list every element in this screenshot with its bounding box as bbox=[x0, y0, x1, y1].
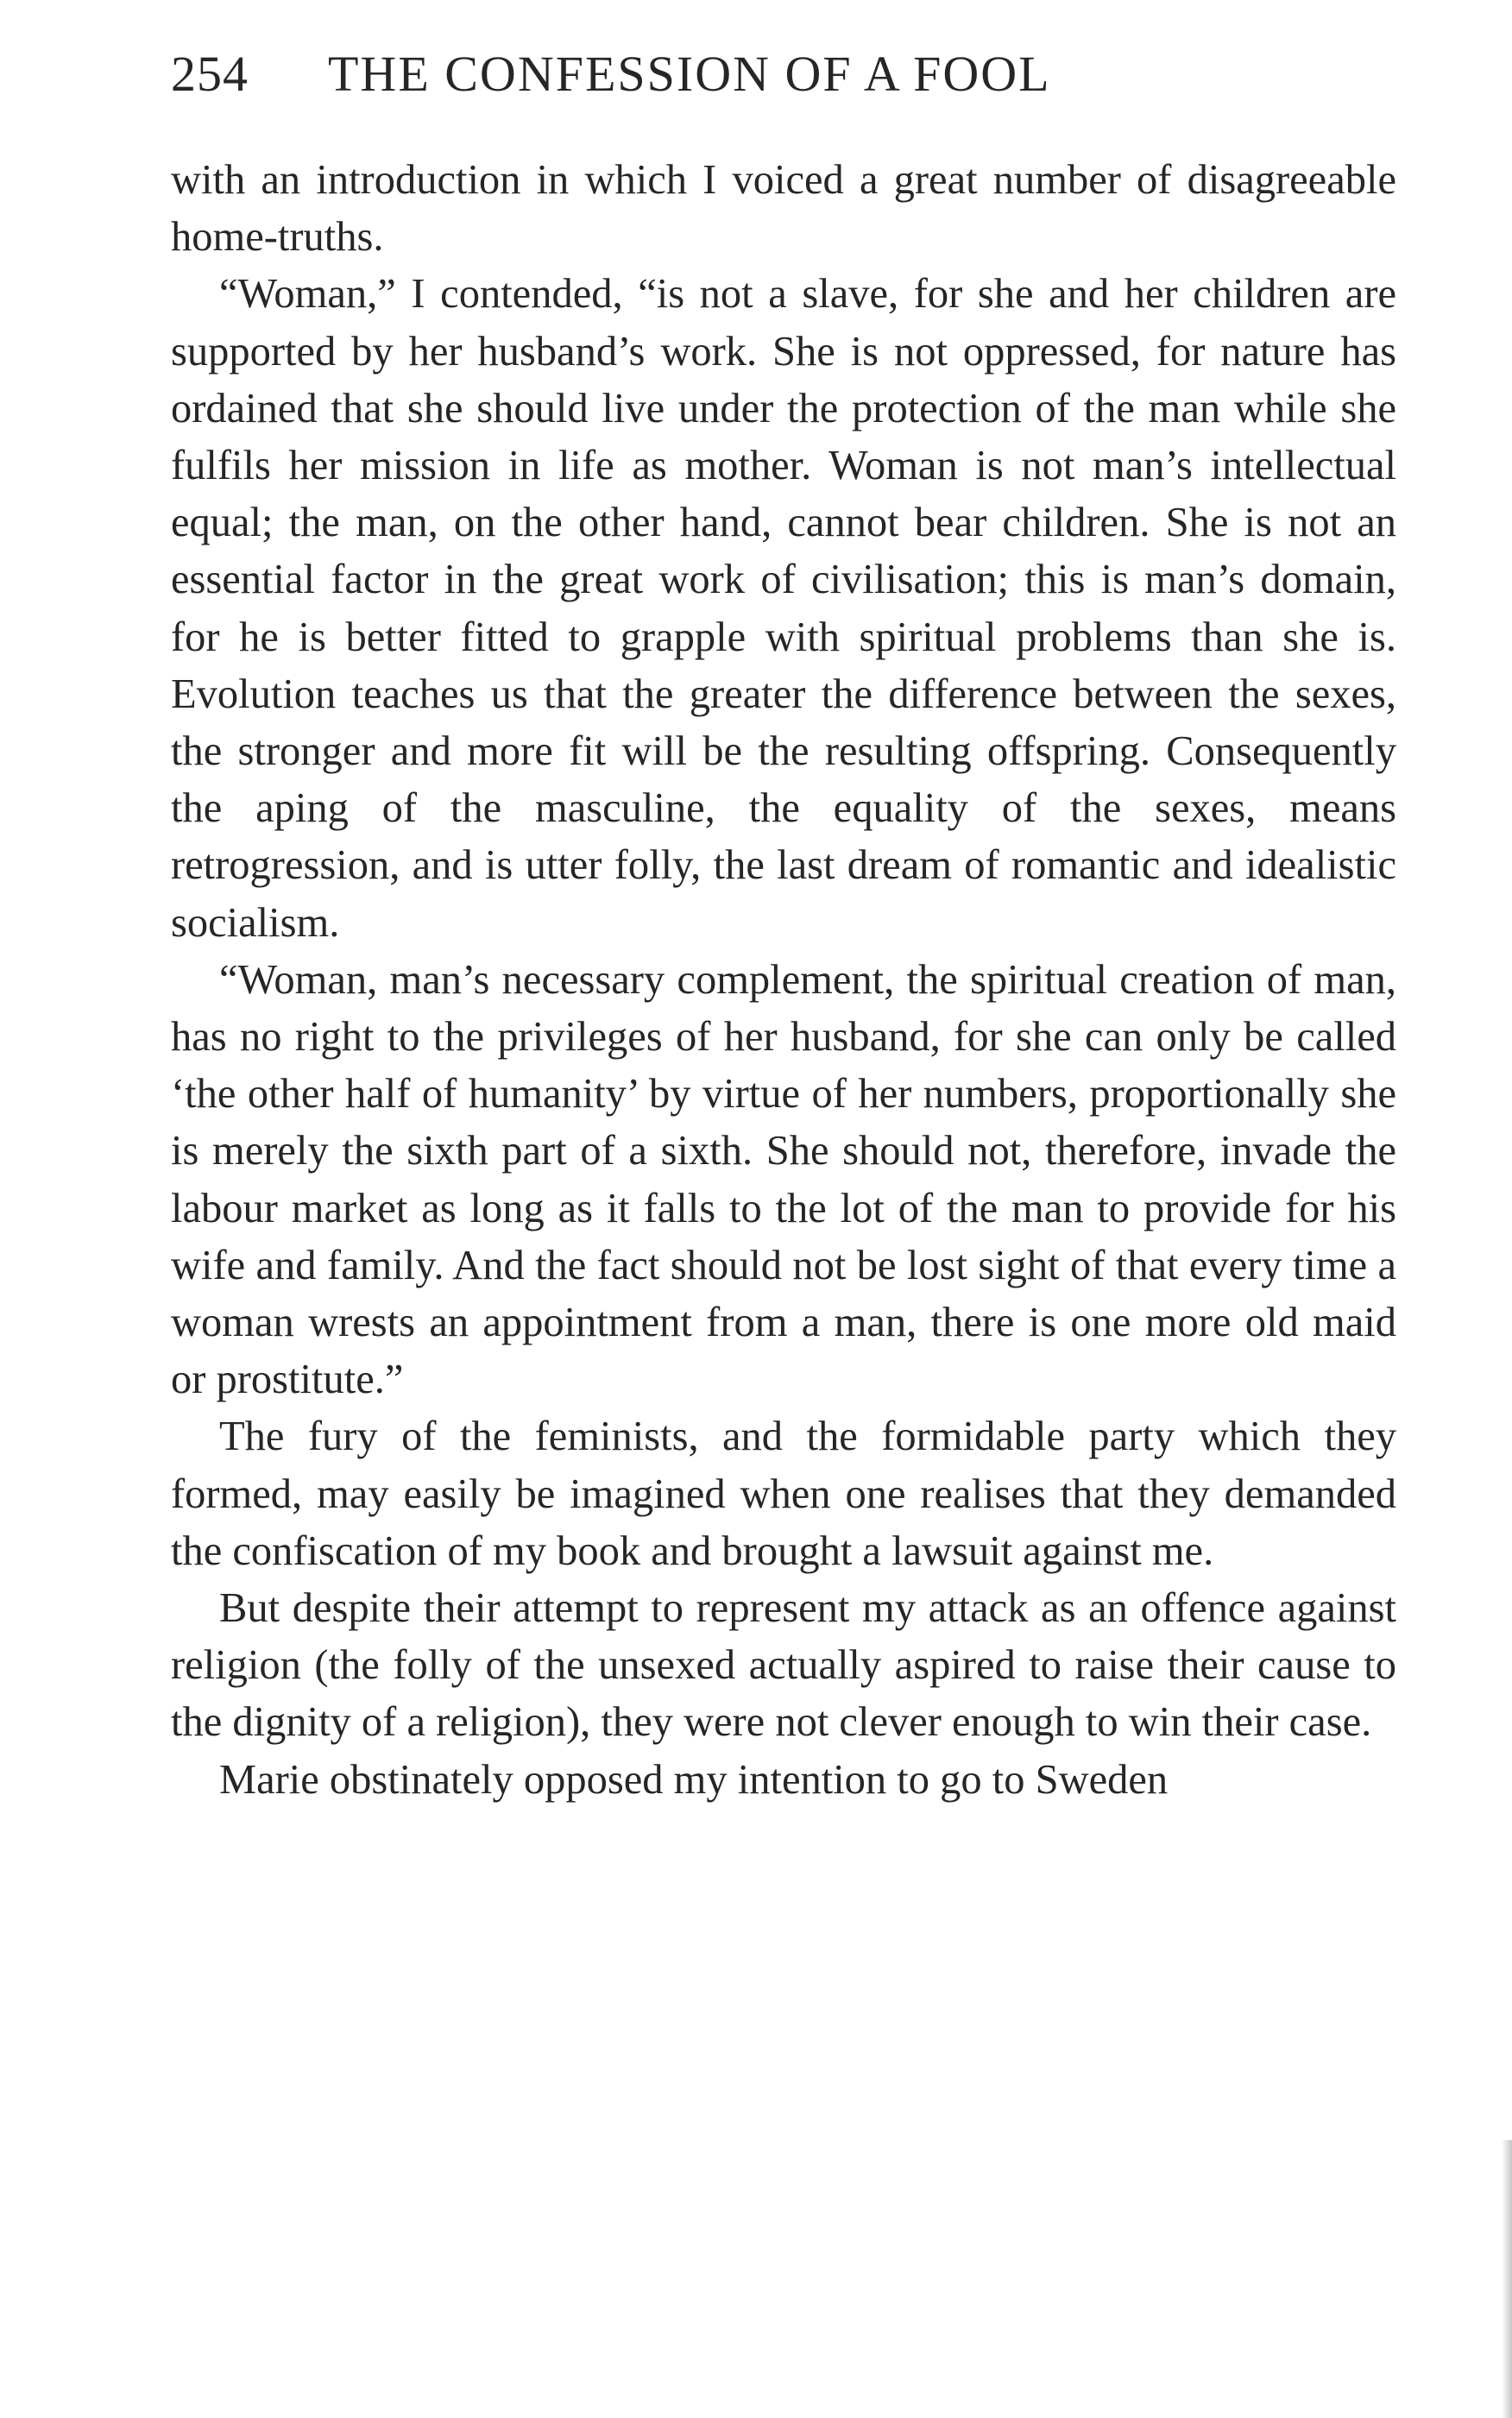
body-text bbox=[171, 152, 1396, 1809]
page-header bbox=[171, 45, 1396, 114]
paragraph-fury-of-feminists: The fury of the feminists, and the formidable party which they formed, may easily be imagined when one realises that they demanded the confiscation of my book and brought a lawsuit against me. bbox=[171, 1414, 1396, 1574]
paragraph-marie-opposed: Marie obstinately opposed my intention to go to Sweden bbox=[219, 1756, 1169, 1803]
paragraph-quote-woman-complement: “Woman, man’s necessary complement, the spiritual creation of man, has no right to the privileges of her husband, for she can only be called ‘the other half of humanity’ by virtue of her numbers, proportionally she is merely the sixth part of a sixth. She should not, therefore, invade the labour market as long as it falls to the lot of the man to provide for his wife and family. And the fact should not be lost sight of that every time a woman wrests an appointment from a man, there is one more old maid or prostitute.” bbox=[171, 956, 1396, 1403]
page-number: 254 bbox=[171, 46, 249, 102]
running-title: THE CONFESSION OF A FOOL bbox=[328, 46, 1051, 102]
paragraph-continuation: with an introduction in which I voiced a great number of disagreeable home-truths. bbox=[171, 157, 1396, 261]
paragraph-quote-woman-not-slave: “Woman,” I contended, “is not a slave, for she and her children are supported by her husband’s work. She is not oppressed, for nature has ordained that she should live under the protection of the man while she fulfils her mission in life as mother. Woman is not man’s intellectual equal; the man, on the other hand, cannot bear children. She is not an essential factor in the great work of civilisation; this is man’s domain, for he is better fitted to grapple with spiritual problems than she is. Evolution teaches us that the greater the difference between the sexes, the stronger and more fit will be the resulting offspring. Consequently the aping of the masculine, the equality of the sexes, means retrogression, and is utter folly, the last dream of romantic and idealistic socialism. bbox=[171, 271, 1396, 946]
page-edge-shadow bbox=[1502, 2140, 1512, 2418]
paragraph-despite-attempt: But despite their attempt to represent my attack as an offence against religion (the folly of the unsexed actually aspired to raise their cause to the dignity of a religion), they were not clever enough to win their case. bbox=[171, 1585, 1396, 1746]
